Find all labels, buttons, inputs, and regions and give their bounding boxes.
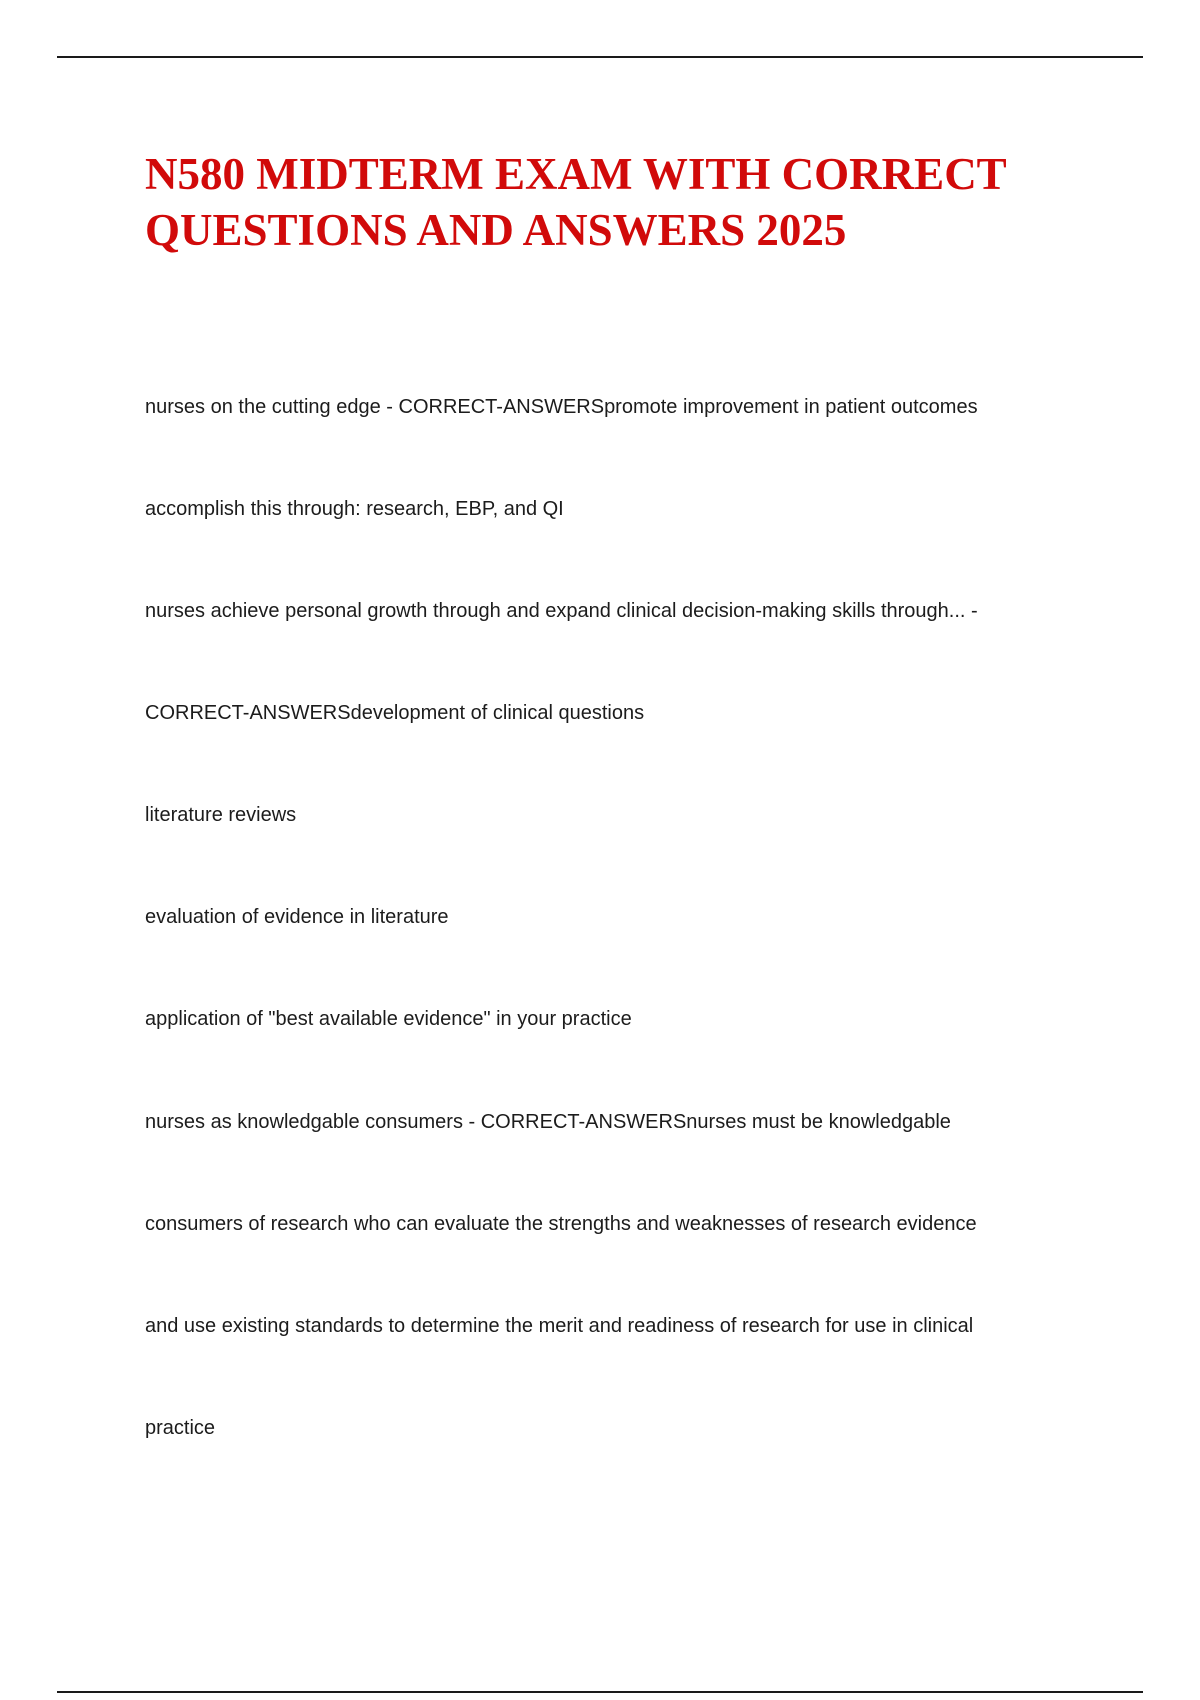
title-line-1: N580 MIDTERM EXAM WITH CORRECT — [145, 149, 1007, 199]
bottom-rule — [57, 1691, 1143, 1693]
top-rule — [57, 56, 1143, 58]
body-line: evaluation of evidence in literature — [145, 906, 449, 928]
body-line: practice — [145, 1417, 216, 1439]
body-line: and use existing standards to determine the merit and readiness of research for use in clinical — [145, 1315, 974, 1337]
body-line: accomplish this through: research, EBP, and QI — [145, 498, 564, 520]
body-line: consumers of research who can evaluate the strengths and weaknesses of research evidence — [145, 1213, 977, 1235]
title-line-2: QUESTIONS AND ANSWERS 2025 — [145, 205, 847, 255]
body-line: application of "best available evidence" in your practice — [145, 1008, 632, 1030]
body-line: nurses on the cutting edge - CORRECT-ANSWERSpromote improvement in patient outcomes — [145, 396, 978, 418]
body-line: nurses achieve personal growth through and expand clinical decision-making skills through... - — [145, 600, 978, 622]
body-line: literature reviews — [145, 804, 297, 826]
body-line: nurses as knowledgable consumers - CORRECT-ANSWERSnurses must be knowledgable — [145, 1111, 951, 1133]
document-title — [145, 146, 1145, 258]
body-line: CORRECT-ANSWERSdevelopment of clinical questions — [145, 702, 645, 724]
